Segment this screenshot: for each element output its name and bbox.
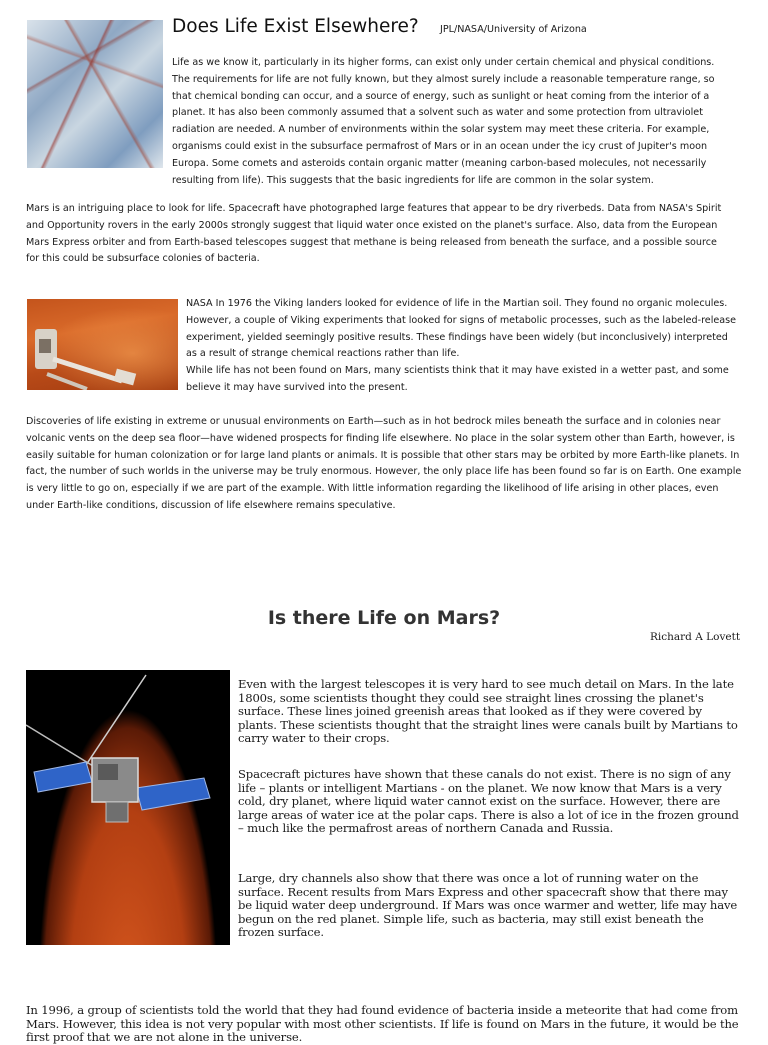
viking-paragraph: In 1976 the Viking landers looked for evidence of life in the Martian soil. They found no organic molecules. However, a couple of Viking experiments that looked for signs of metabolic processes, such as the labeled-release experiment, yielded seemingly positive results. These findings have been widely (but inconclusively) interpreted as a result of strange chemical reactions rather than life. (186, 298, 737, 360)
mars-paragraph-3: Large, dry channels also show that there was once a lot of running water on the surface. Recent results from Mars Express and other spacecraft show that there may be liquid water deep underground. If Mars was once warmer and wetter, life may have begun on the red planet. Simple life, such as bacteria, may still exist beneath the frozen surface. (238, 871, 738, 940)
author-name: Richard A Lovett (650, 631, 741, 643)
viking-source-label: NASA (186, 298, 213, 309)
spacecraft-graphic (26, 670, 230, 945)
mars-paragraph: Mars is an intriguing place to look for life. Spacecraft have photographed large features that appear to be dry riverbeds. Data from NASA's Spirit and Opportunity rovers in the early 2000s strongly suggest that liquid water once existed on the planet's surface. Also, data from the European Mars Express orbiter and from Earth-based telescopes suggest that methane is being released from beneath the surface, and a possible source for this could be subsurface colonies of bacteria. (26, 203, 722, 265)
image-credit: JPL/NASA/University of Arizona (440, 24, 587, 35)
viking-block (186, 296, 740, 397)
europa-surface-image (27, 20, 163, 168)
mars-paragraph-4: In 1996, a group of scientists told the world that they had found evidence of bacteria inside a meteorite that had come from Mars. However, this idea is not very popular with most other scientists. If life is found on Mars in the future, it would be the first proof that we are not alone in the universe. (26, 1003, 739, 1045)
mars-paragraph-2: Spacecraft pictures have shown that these canals do not exist. There is no sign of any life – plants or intelligent Martians - on the planet. We now know that Mars is a very cold, dry planet, where liquid water cannot exist on the surface. However, there are large areas of water ice at the polar caps. There is also a lot of ice in the frozen ground – much like the permafrost areas of northern Canada and Russia. (238, 767, 739, 836)
wetter-past-paragraph: While life has not been found on Mars, many scientists think that it may have existed in a wetter past, and some believe it may have survived into the present. (186, 365, 729, 393)
viking-lander-image (27, 299, 178, 390)
lander-arm-graphic (27, 299, 178, 390)
discoveries-paragraph: Discoveries of life existing in extreme or unusual environments on Earth—such as in hot bedrock miles beneath the surface and in colonies near volcanic vents on the deep sea floor—have widened prospects for finding life elsewhere. No place in the solar system other than Earth, however, is easily suitable for human colonization or for large land plants or animals. It is possible that other stars may be orbited by more Earth-like planets. In fact, the number of such worlds in the universe may be truly enormous. However, the only place life has been found so far is on Earth. One example is very little to go on, especially if we are part of the example. With little information regarding the likelihood of life arising in other places, even under Earth-like conditions, discussion of life elsewhere remains speculative. (26, 416, 742, 511)
section2-title: Is there Life on Mars? (267, 607, 501, 629)
mars-express-spacecraft-image (26, 670, 230, 945)
section1-title: Does Life Exist Elsewhere? (172, 16, 419, 37)
mars-paragraph-1: Even with the largest telescopes it is very hard to see much detail on Mars. In the late 1800s, some scientists thought they could see straight lines crossing the planet's surface. These lines joined greenish areas that looked as if they were covered by plants. These scientists thought that the straight lines were canals built by Martians to carry water to their crops. (238, 677, 738, 746)
intro-paragraph: Life as we know it, particularly in its higher forms, can exist only under certain chemical and physical conditions. The requirements for life are not fully known, but they almost surely include a reasonable temperature range, so that chemical bonding can occur, and a source of energy, such as sunlight or heat coming from the interior of a planet. It has also been commonly assumed that a solvent such as water and some protection from ultraviolet radiation are needed. A number of environments within the solar system may meet these criteria. For example, organisms could exist in the subsurface permafrost of Mars or in an ocean under the icy crust of Jupiter's moon Europa. Some comets and asteroids contain organic matter (meaning carbon-based molecules, not necessarily resulting from life). This suggests that the basic ingredients for life are common in the solar system. (172, 57, 715, 186)
